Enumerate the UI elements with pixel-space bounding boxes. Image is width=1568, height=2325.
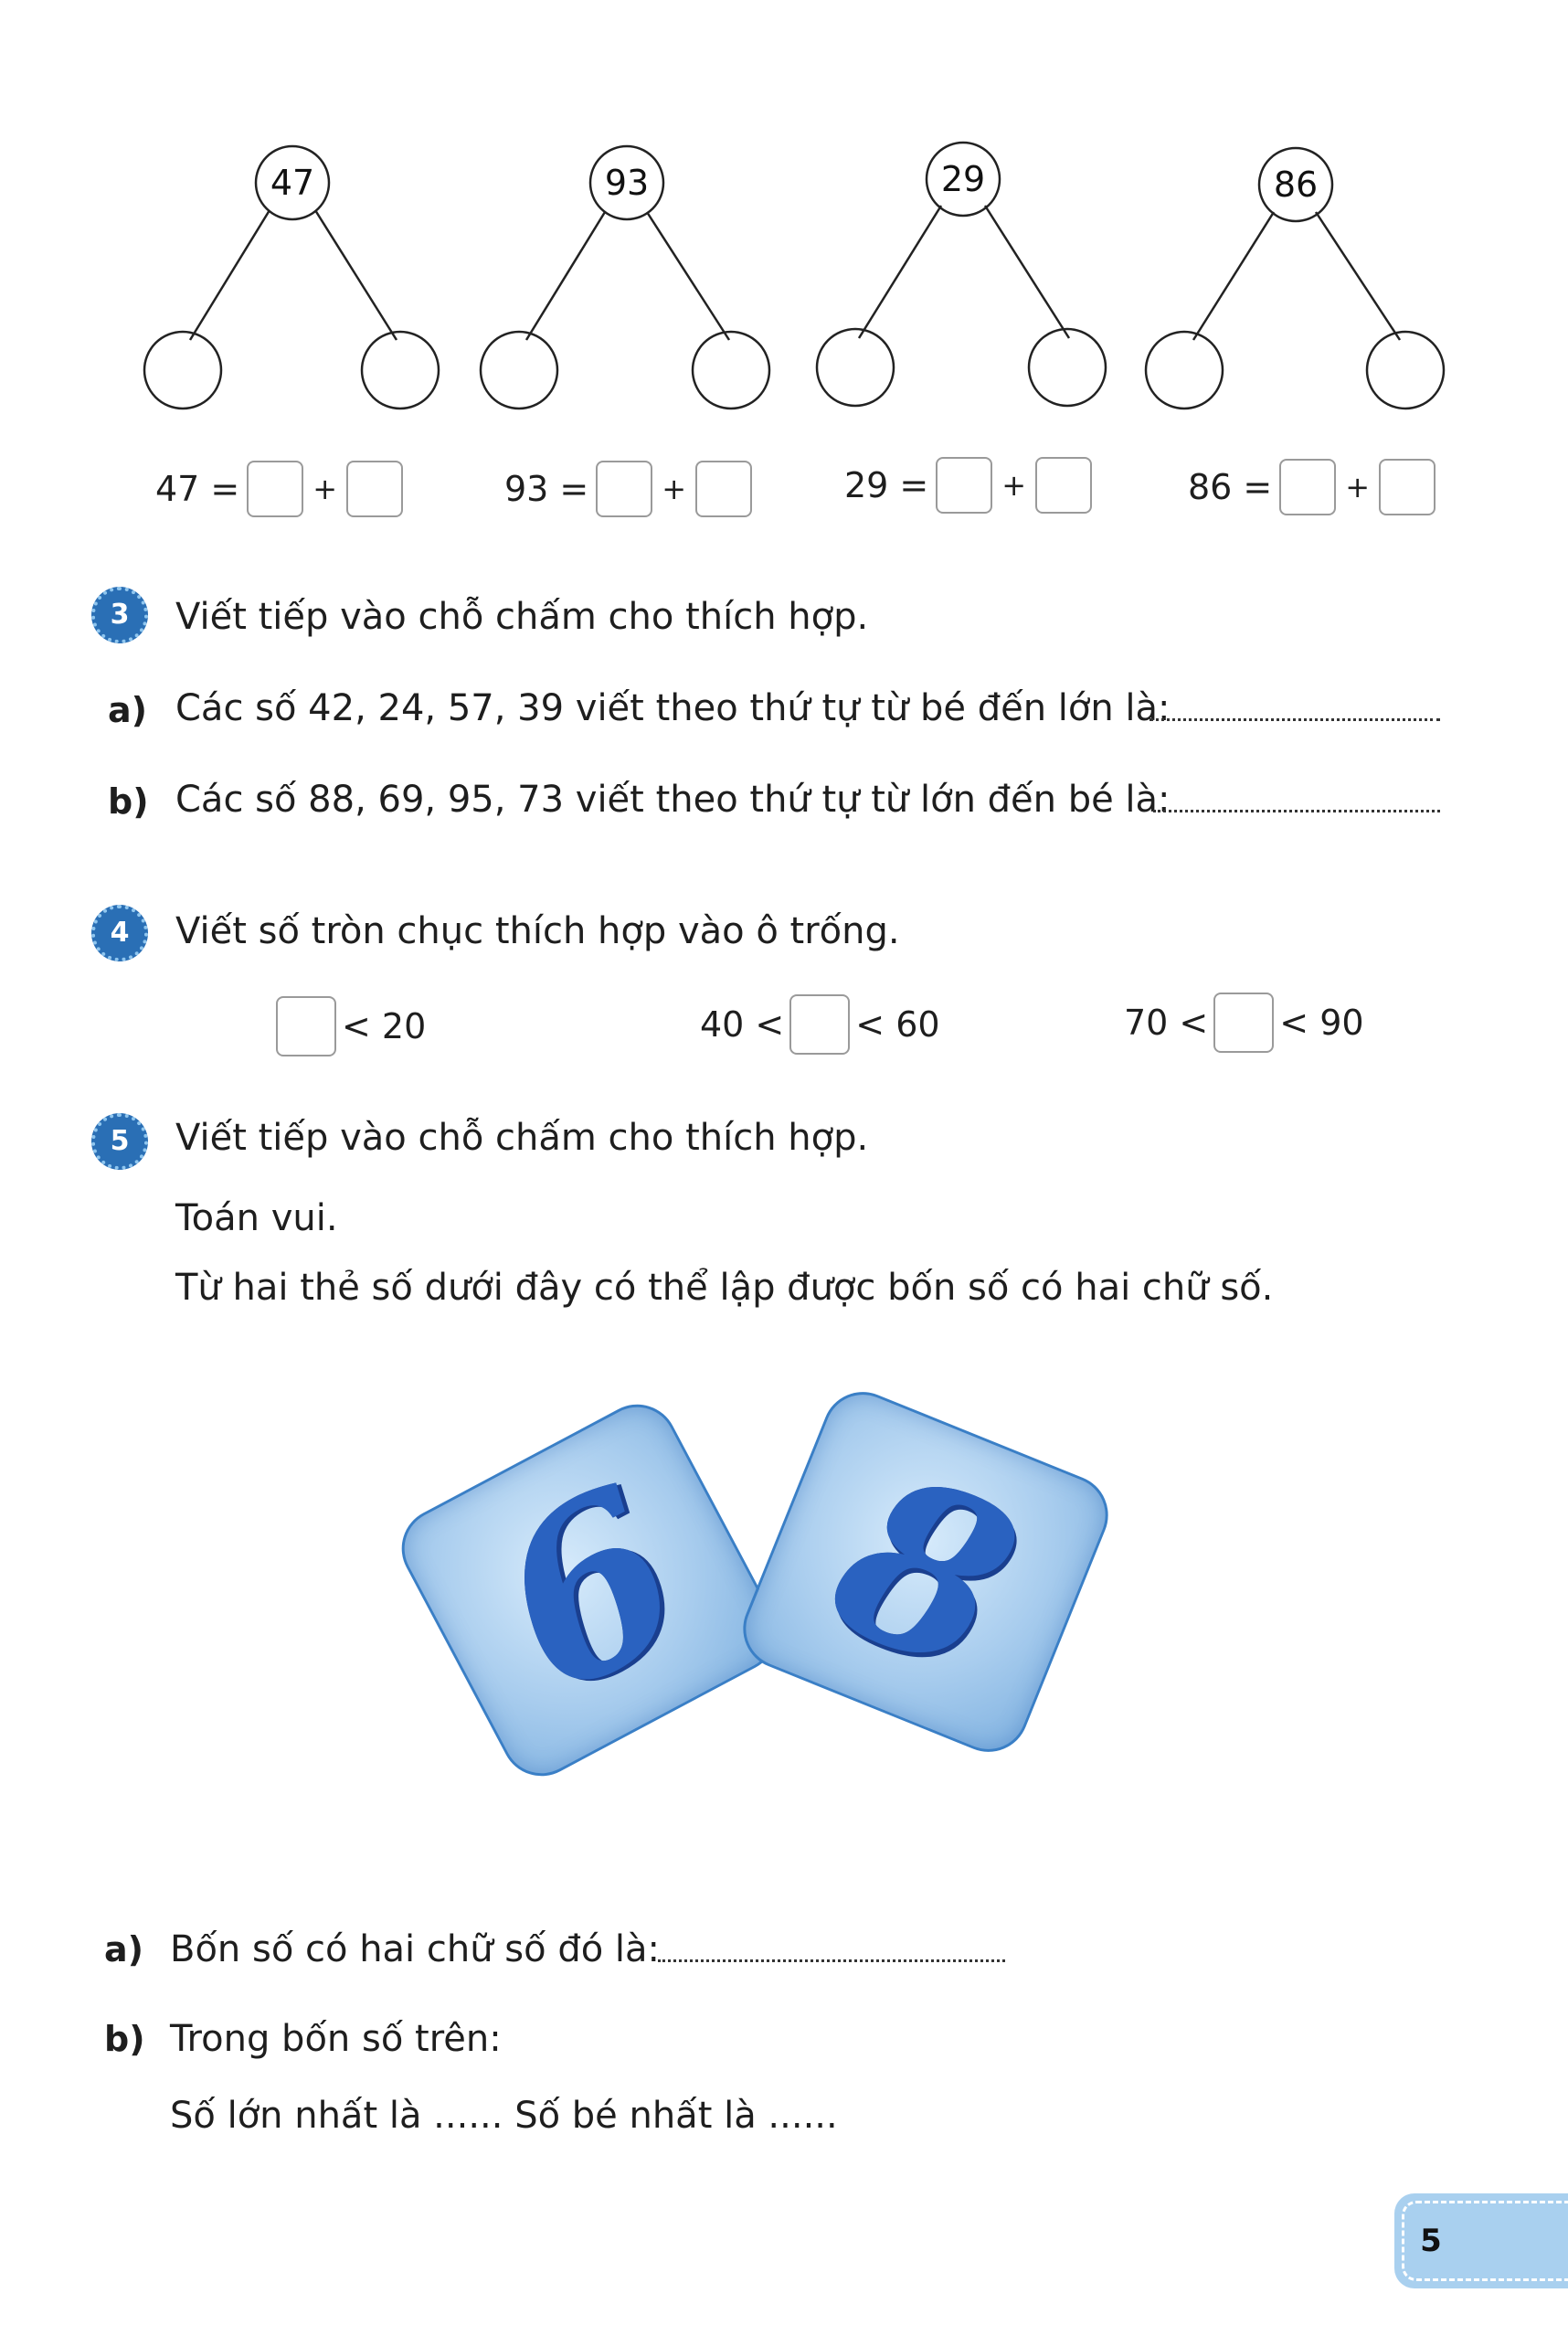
answer-line: Số lớn nhất là ...... Số bé nhất là ...... bbox=[170, 2095, 838, 2137]
answer-box[interactable] bbox=[247, 461, 303, 517]
plus-sign: + bbox=[1001, 468, 1027, 503]
page-number: 5 bbox=[1420, 2223, 1442, 2259]
equation-lhs: 29 = bbox=[844, 465, 929, 505]
item-label: b) bbox=[104, 2019, 145, 2059]
tree-top-number: 29 bbox=[940, 159, 986, 199]
plus-sign: + bbox=[313, 472, 338, 506]
item-label: a) bbox=[104, 1929, 144, 1969]
equation-lhs: 86 = bbox=[1188, 467, 1273, 507]
exercise-subtitle: Toán vui. bbox=[175, 1197, 338, 1239]
answer-box[interactable] bbox=[695, 461, 752, 517]
card-digit: 8 bbox=[801, 1417, 1050, 1726]
inequality bbox=[700, 994, 940, 1055]
equation-lhs: 47 = bbox=[155, 469, 240, 509]
inequality bbox=[1124, 993, 1364, 1053]
answer-dotted-line[interactable] bbox=[1153, 810, 1440, 812]
answer-dotted-line[interactable] bbox=[1150, 718, 1440, 721]
item-text: Bốn số có hai chữ số đó là: bbox=[170, 1928, 660, 1970]
inequality-left: 70 < bbox=[1124, 1003, 1209, 1043]
answer-box[interactable] bbox=[1279, 459, 1336, 515]
answer-box[interactable] bbox=[936, 457, 992, 514]
tree-top-number: 47 bbox=[270, 163, 315, 203]
answer-box[interactable] bbox=[789, 994, 850, 1055]
item-label: a) bbox=[108, 690, 148, 730]
inequality bbox=[270, 996, 426, 1056]
number-card bbox=[387, 1390, 791, 1789]
number-card bbox=[731, 1380, 1120, 1764]
answer-dotted-line[interactable] bbox=[658, 1959, 1005, 1962]
exercise-number-badge: 5 bbox=[91, 1113, 148, 1170]
inequality-right: < 20 bbox=[342, 1006, 427, 1046]
exercise-instruction: Viết tiếp vào chỗ chấm cho thích hợp. bbox=[175, 596, 869, 638]
item-text: Trong bốn số trên: bbox=[170, 2018, 502, 2060]
number-trees bbox=[0, 0, 1568, 439]
exercise-number-badge: 3 bbox=[91, 587, 148, 643]
card-digit: 6 bbox=[456, 1434, 723, 1746]
answer-box[interactable] bbox=[1379, 459, 1436, 515]
item-text: Các số 88, 69, 95, 73 viết theo thứ tự từ lớn đến bé là: bbox=[175, 779, 1171, 821]
exercise-number-badge: 4 bbox=[91, 905, 148, 961]
answer-box[interactable] bbox=[596, 461, 652, 517]
exercise-instruction: Viết tiếp vào chỗ chấm cho thích hợp. bbox=[175, 1117, 869, 1159]
equation bbox=[504, 457, 752, 521]
plus-sign: + bbox=[662, 472, 687, 506]
answer-box[interactable] bbox=[1213, 993, 1274, 1053]
exercise-instruction: Viết số tròn chục thích hợp vào ô trống. bbox=[175, 910, 900, 952]
answer-box[interactable] bbox=[346, 461, 403, 517]
inequality-left: 40 < bbox=[700, 1004, 785, 1045]
answer-box[interactable] bbox=[1035, 457, 1092, 514]
equation-lhs: 93 = bbox=[504, 469, 589, 509]
exercise-description: Từ hai thẻ số dưới đây có thể lập được bốn số có hai chữ số. bbox=[175, 1267, 1274, 1309]
item-text: Các số 42, 24, 57, 39 viết theo thứ tự từ bé đến lớn là: bbox=[175, 687, 1171, 729]
item-label: b) bbox=[108, 781, 149, 822]
tree-top-number: 86 bbox=[1273, 165, 1319, 205]
inequality-right: < 60 bbox=[855, 1004, 940, 1045]
tree-top-number: 93 bbox=[604, 163, 650, 203]
equation bbox=[844, 453, 1092, 517]
plus-sign: + bbox=[1345, 470, 1371, 504]
equation bbox=[1188, 455, 1436, 519]
inequality-right: < 90 bbox=[1279, 1003, 1364, 1043]
equation bbox=[155, 457, 403, 521]
answer-box[interactable] bbox=[276, 996, 336, 1056]
